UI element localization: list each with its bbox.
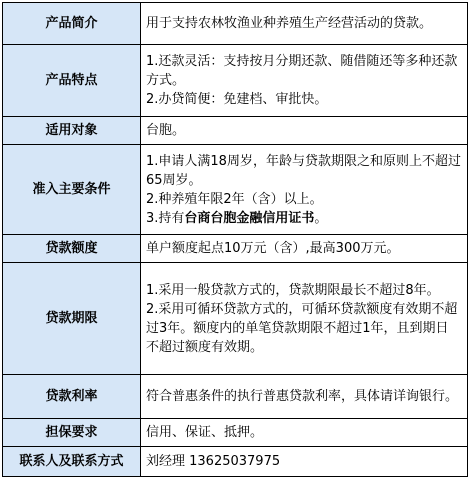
row-value-rate: [141, 375, 468, 419]
table-row-rate: [3, 375, 468, 419]
target-line-1: 台胞。: [146, 123, 186, 138]
row-label-intro: 产品简介: [3, 3, 141, 45]
row-value-target: [141, 117, 468, 145]
row-value-intro: [141, 3, 468, 45]
contact-line-1: 刘经理 13625037975: [146, 454, 281, 469]
table-row-intro: [3, 3, 468, 45]
guarantee-line-1: 信用、保证、抵押。: [146, 425, 264, 440]
row-value-contact: [141, 447, 468, 477]
conditions-line-3-suffix: 。: [314, 210, 328, 226]
table-row-features: [3, 45, 468, 117]
table-row-target: [3, 117, 468, 145]
features-line-2: 2.办贷简便：免建档、审批快。: [146, 92, 328, 107]
conditions-line-1: 1.申请人满18周岁，年龄与贷款期限之和原则上不超过65周岁。: [146, 153, 461, 188]
term-line-1: 1.采用一般贷款方式的，贷款期限最长不超过8年。: [146, 282, 440, 298]
row-label-amount: 贷款额度: [3, 235, 141, 263]
conditions-line-3: [146, 209, 461, 228]
table-row-amount: [3, 235, 468, 263]
conditions-line-3-prefix: 3.持有: [146, 210, 185, 226]
row-label-target: 适用对象: [3, 117, 141, 145]
row-value-term: [141, 263, 468, 375]
row-label-rate: 贷款利率: [3, 375, 141, 419]
row-label-features: 产品特点: [3, 45, 141, 117]
product-info-table: [2, 2, 468, 477]
table-row-conditions: [3, 145, 468, 235]
table-row-guarantee: [3, 419, 468, 447]
row-value-features: [141, 45, 468, 117]
table-row-contact: [3, 447, 468, 477]
term-line-2: 2.采用可循环贷款方式的，可循环贷款额度有效期不超过3年。额度内的单笔贷款期限不超过1年，且到期日不超过额度有效期。: [146, 301, 458, 355]
conditions-line-2: 2.种养殖年限2年（含）以上。: [146, 191, 323, 207]
credit-certificate-name: 台商台胞金融信用证书: [184, 210, 315, 226]
table-row-term: [3, 263, 468, 375]
row-value-amount: [141, 235, 468, 263]
row-label-term: 贷款期限: [3, 263, 141, 375]
row-label-contact: 联系人及联系方式: [3, 447, 141, 477]
row-value-conditions: [141, 145, 468, 235]
row-value-guarantee: [141, 419, 468, 447]
rate-line-1: 符合普惠条件的执行普惠贷款利率，具体请详询银行。: [146, 389, 459, 404]
row-label-conditions: 准入主要条件: [3, 145, 141, 235]
amount-line-1: 单户额度起点10万元（含）,最高300万元。: [146, 241, 400, 256]
intro-line-1: 用于支持农林牧渔业种养殖生产经营活动的贷款。: [146, 16, 433, 31]
row-label-guarantee: 担保要求: [3, 419, 141, 447]
features-line-1: 1.还款灵活：支持按月分期还款、随借随还等多种还款方式。: [146, 54, 458, 88]
